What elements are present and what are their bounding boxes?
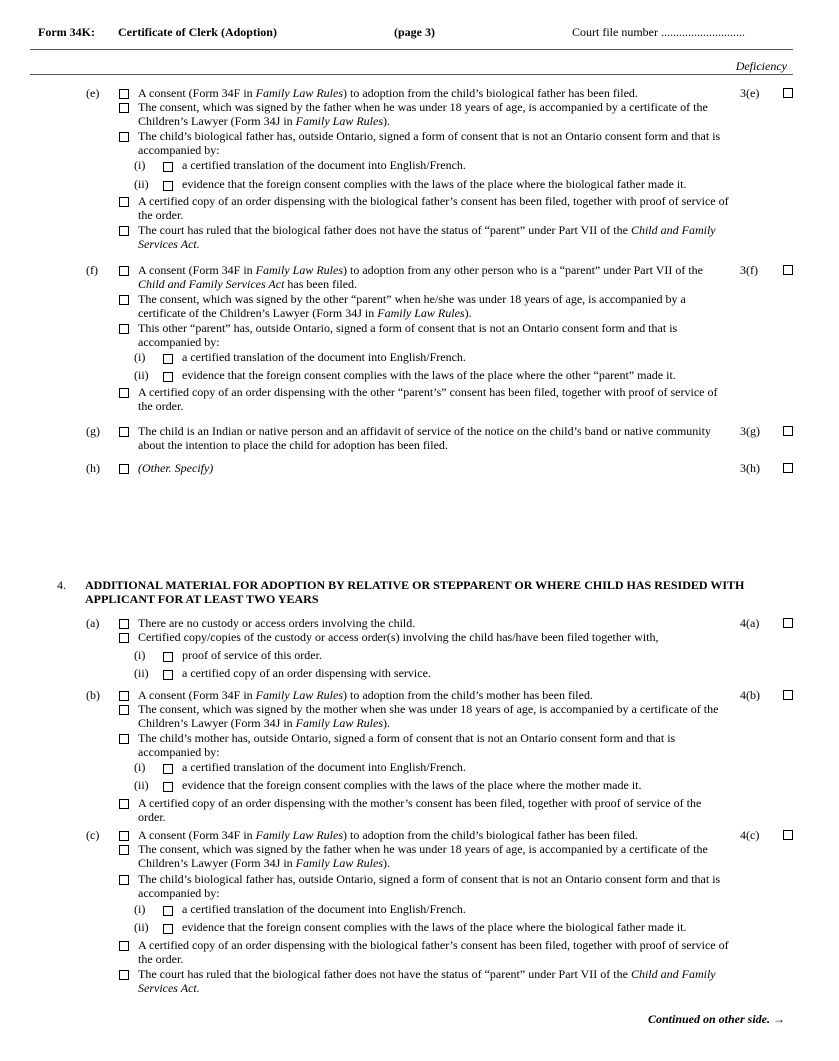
- checkbox[interactable]: [119, 324, 129, 334]
- item-letter: (b): [86, 688, 100, 702]
- checkbox[interactable]: [119, 197, 129, 207]
- checkbox-line: This other “parent” has, outside Ontario, signed a form of consent that is not an Ontario consent form and that is accompanied by:: [119, 321, 729, 349]
- checkbox-line: The child is an Indian or native person and an affidavit of service of the notice on the child’s band or native community about the intention to place the child for adoption has been filed.: [119, 424, 729, 452]
- checkbox-line: The court has ruled that the biological father does not have the status of “parent” under Part VII of the Child and Family Services Act.: [119, 223, 729, 251]
- checkbox[interactable]: [119, 691, 129, 701]
- item-3g: [86, 424, 796, 454]
- other-specify[interactable]: (Other. Specify): [138, 461, 214, 475]
- item-4c: (c) 4(c) A consent (Form 34F in Family Law Rules) to adoption from the child’s biological father has been filed. The consent, which was signed by the father when he was under 18 years of age, is accompanied by a certificate of the Children’s Lawyer (Form 34J in Family Law Rules). The child’s biological father has, outside Ontario, signed a form of consent that is not an Ontario consent form and that is accompanied by: (i) a certified translation of the document into English/French. (ii) evidence that the foreign consent complies with the laws of the place where the biological father made it. A certified copy of an order dispensing with the biological father’s consent has been filed, together with proof of service of the order. The court has ruled that the biological father does not have the status of “parent” under Part VII of the Child and Family Services Act.: [86, 828, 796, 996]
- checkbox-line: A consent (Form 34F in Family Law Rules) to adoption from the child’s biological father has been filed.: [119, 86, 729, 100]
- checkbox[interactable]: [119, 266, 129, 276]
- checkbox-line: There are no custody or access orders involving the child.: [119, 616, 729, 630]
- checkbox[interactable]: [119, 132, 129, 142]
- checkbox[interactable]: [163, 906, 173, 916]
- checkbox-line: The child’s biological father has, outside Ontario, signed a form of consent that is not an Ontario consent form and that is accompanied by:: [119, 129, 729, 157]
- deficiency-checkbox[interactable]: [783, 426, 793, 436]
- deficiency-checkbox[interactable]: [783, 690, 793, 700]
- checkbox[interactable]: [119, 831, 129, 841]
- checkbox[interactable]: [119, 619, 129, 629]
- checkbox[interactable]: [163, 354, 173, 364]
- item-3h: [86, 461, 796, 477]
- checkbox-line: The court has ruled that the biological father does not have the status of “parent” under Part VII of the Child and Family Services Act.: [119, 967, 729, 995]
- item-reference: 4(b): [740, 688, 760, 702]
- checkbox[interactable]: [119, 970, 129, 980]
- deficiency-checkbox[interactable]: [783, 265, 793, 275]
- checkbox[interactable]: [119, 941, 129, 951]
- checkbox-line: The child’s biological father has, outside Ontario, signed a form of consent that is not an Ontario consent form and that is accompanied by:: [119, 872, 729, 900]
- checkbox[interactable]: [163, 652, 173, 662]
- checkbox-line: A consent (Form 34F in Family Law Rules) to adoption from the child’s mother has been filed.: [119, 688, 729, 702]
- deficiency-divider: [30, 74, 793, 75]
- checkbox-line: The consent, which was signed by the mother when she was under 18 years of age, is accompanied by a certificate of the Children’s Lawyer (Form 34J in Family Law Rules).: [119, 702, 729, 730]
- form-number: Form 34K:: [38, 25, 95, 39]
- checkbox[interactable]: [119, 427, 129, 437]
- item-3e: (e) 3(e) A consent (Form 34F in Family Law Rules) to adoption from the child’s biological father has been filed. The consent, which was signed by the father when he was under 18 years of age, is accompanied by a certificate of the Children’s Lawyer (Form 34J in Family Law Rules). The child’s biological father has, outside Ontario, signed a form of consent that is not an Ontario consent form and that is accompanied by: (i) a certified translation of the document into English/French. (ii) evidence that the foreign consent complies with the laws of the place where the biological father made it. A certified copy of an order dispensing with the biological father’s consent has been filed, together with proof of service of the order. The court has ruled that the biological father does not have the status of “parent” under Part VII of the Child and Family Services Act.: [86, 86, 796, 254]
- section-title: ADDITIONAL MATERIAL FOR ADOPTION BY RELATIVE OR STEPPARENT OR WHERE CHILD HAS RESIDED WITH APPLICANT FOR AT LEAST TWO YEARS: [85, 578, 745, 606]
- checkbox[interactable]: [119, 705, 129, 715]
- checkbox-line: The consent, which was signed by the father when he was under 18 years of age, is accompanied by a certificate of the Children’s Lawyer (Form 34J in Family Law Rules).: [119, 100, 729, 128]
- court-file-number[interactable]: Court file number ............................: [572, 25, 745, 39]
- deficiency-checkbox[interactable]: [783, 830, 793, 840]
- checkbox-line: A certified copy of an order dispensing with the biological father’s consent has been filed, together with proof of service of the order.: [119, 194, 729, 222]
- deficiency-checkbox[interactable]: [783, 618, 793, 628]
- item-letter: (e): [86, 86, 100, 100]
- checkbox-line: A certified copy of an order dispensing with the other “parent’s” consent has been filed, together with proof of service of the order.: [119, 385, 729, 413]
- checkbox[interactable]: [163, 782, 173, 792]
- item-reference: 4(a): [740, 616, 760, 630]
- checkbox[interactable]: [163, 181, 173, 191]
- checkbox[interactable]: [163, 372, 173, 382]
- checkbox[interactable]: [163, 924, 173, 934]
- item-letter: (a): [86, 616, 100, 630]
- checkbox[interactable]: [163, 670, 173, 680]
- form-title: Certificate of Clerk (Adoption): [118, 25, 277, 39]
- item-letter: (g): [86, 424, 100, 438]
- item-reference: 4(c): [740, 828, 760, 842]
- checkbox[interactable]: [163, 162, 173, 172]
- checkbox-line: [119, 461, 729, 475]
- section-number: 4.: [57, 578, 66, 592]
- item-reference: 3(h): [740, 461, 760, 475]
- item-4b: (b) 4(b) A consent (Form 34F in Family Law Rules) to adoption from the child’s mother has been filed. The consent, which was signed by the mother when she was under 18 years of age, is accompanied by a certificate of the Children’s Lawyer (Form 34J in Family Law Rules). The child’s mother has, outside Ontario, signed a form of consent that is not an Ontario consent form and that is accompanied by: (i) a certified translation of the document into English/French. (ii) evidence that the foreign consent complies with the laws of the place where the mother made it. A certified copy of an order dispensing with the mother’s consent has been filed, together with proof of service of the order.: [86, 688, 796, 822]
- checkbox-line: A certified copy of an order dispensing with the mother’s consent has been filed, together with proof of service of the order.: [119, 796, 729, 824]
- checkbox[interactable]: [119, 295, 129, 305]
- item-4a: (a) 4(a) There are no custody or access orders involving the child. Certified copy/copies of the custody or access order(s) involving the child has/have been filed together with, (i) proof of service of this order. (ii) a certified copy of an order dispensing with service.: [86, 616, 796, 681]
- checkbox[interactable]: [163, 764, 173, 774]
- item-letter: (h): [86, 461, 100, 475]
- checkbox[interactable]: [119, 633, 129, 643]
- checkbox[interactable]: [119, 799, 129, 809]
- checkbox[interactable]: [119, 464, 129, 474]
- deficiency-column-label: Deficiency: [735, 59, 787, 73]
- item-letter: (f): [86, 263, 98, 277]
- form-header: [38, 25, 798, 41]
- item-reference: 3(e): [740, 86, 760, 100]
- item-reference: 3(f): [740, 263, 758, 277]
- page-indicator: (page 3): [394, 25, 435, 39]
- checkbox[interactable]: [119, 875, 129, 885]
- checkbox-line: The consent, which was signed by the other “parent” when he/she was under 18 years of age, is accompanied by a certificate of the Children’s Lawyer (Form 34J in Family Law Rules).: [119, 292, 729, 320]
- checkbox[interactable]: [119, 103, 129, 113]
- checkbox[interactable]: [119, 845, 129, 855]
- checkbox-line: Certified copy/copies of the custody or access order(s) involving the child has/have been filed together with,: [119, 630, 729, 644]
- checkbox-line: A consent (Form 34F in Family Law Rules) to adoption from the child’s biological father has been filed.: [119, 828, 729, 842]
- checkbox-line: A consent (Form 34F in Family Law Rules) to adoption from any other person who is a “parent” under Part VII of the Child and Family Services Act has been filed.: [119, 263, 729, 291]
- item-reference: 3(g): [740, 424, 760, 438]
- header-divider: [30, 49, 793, 50]
- item-letter: (c): [86, 828, 100, 842]
- deficiency-checkbox[interactable]: [783, 88, 793, 98]
- checkbox[interactable]: [119, 89, 129, 99]
- checkbox[interactable]: [119, 388, 129, 398]
- checkbox[interactable]: [119, 226, 129, 236]
- checkbox[interactable]: [119, 734, 129, 744]
- checkbox-line: The child’s mother has, outside Ontario, signed a form of consent that is not an Ontario consent form and that is accompanied by:: [119, 731, 729, 759]
- checkbox-line: A certified copy of an order dispensing with the biological father’s consent has been filed, together with proof of service of the order.: [119, 938, 729, 966]
- item-3f: (f) 3(f) A consent (Form 34F in Family Law Rules) to adoption from any other person who is a “parent” under Part VII of the Child and Family Services Act has been filed. The consent, which was signed by the other “parent” when he/she was under 18 years of age, is accompanied by a certificate of the Children’s Lawyer (Form 34J in Family Law Rules). This other “parent” has, outside Ontario, signed a form of consent that is not an Ontario consent form and that is accompanied by: (i) a certified translation of the document into English/French. (ii) evidence that the foreign consent complies with the laws of the place where the other “parent” made it. A certified copy of an order dispensing with the other “parent’s” consent has been filed, together with proof of service of the order.: [86, 263, 796, 418]
- checkbox-line: The consent, which was signed by the father when he was under 18 years of age, is accompanied by a certificate of the Children’s Lawyer (Form 34J in Family Law Rules).: [119, 842, 729, 870]
- deficiency-checkbox[interactable]: [783, 463, 793, 473]
- continued-note: Continued on other side. →: [647, 1012, 785, 1026]
